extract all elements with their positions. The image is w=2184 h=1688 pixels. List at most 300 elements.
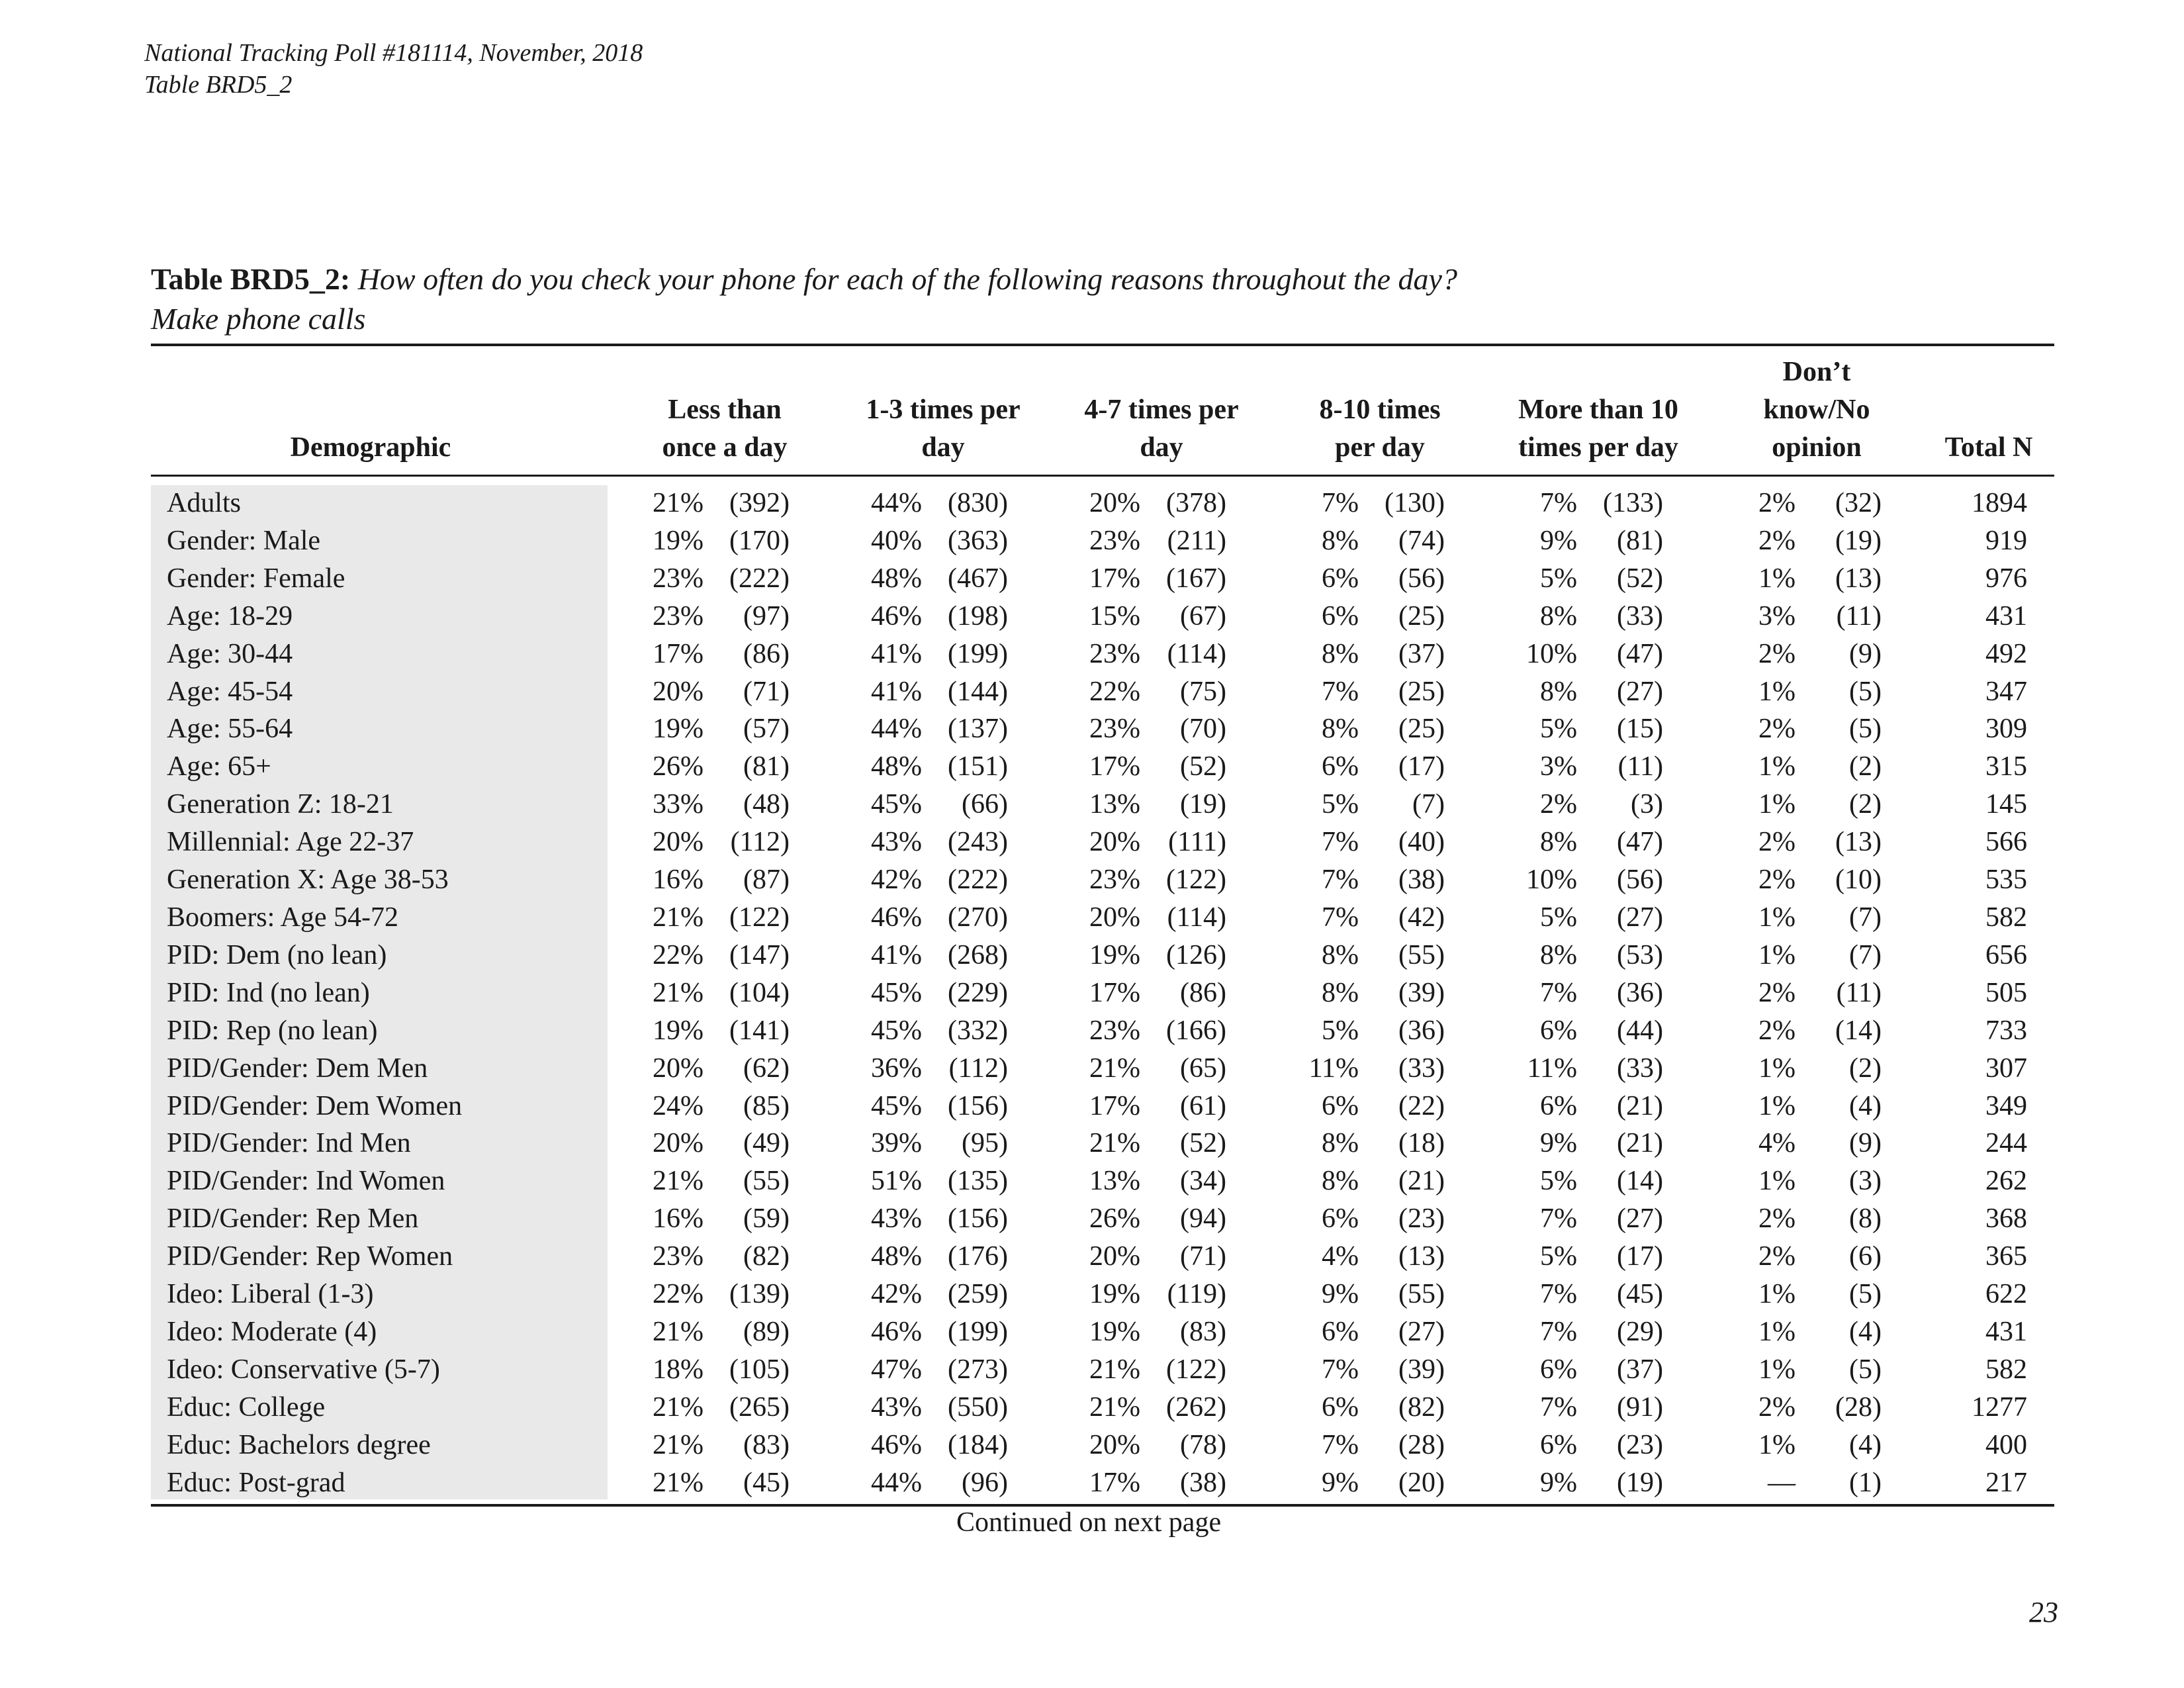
percent-cell: 7%	[1540, 977, 1577, 1008]
count-cell: (222)	[948, 865, 1008, 896]
demographic-label: Educ: College	[167, 1391, 326, 1423]
table-row	[151, 485, 2027, 522]
count-cell: (19)	[1835, 525, 1882, 556]
percent-cell: 43%	[871, 827, 922, 858]
percent-cell: 21%	[653, 902, 704, 933]
demographic-label: Ideo: Conservative (5-7)	[167, 1354, 440, 1385]
count-cell: (5)	[1849, 714, 1882, 745]
demographic-label: Ideo: Moderate (4)	[167, 1316, 377, 1347]
percent-cell: 2%	[1758, 1203, 1796, 1235]
count-cell: (114)	[1167, 638, 1226, 669]
count-cell: (33)	[1617, 1053, 1663, 1084]
percent-cell: 6%	[1322, 751, 1359, 782]
percent-cell: 21%	[653, 1166, 704, 1197]
col-header-8-10-times: 8-10 times per day	[1319, 395, 1441, 463]
count-cell: (61)	[1180, 1090, 1226, 1121]
percent-cell: 8%	[1322, 939, 1359, 970]
table-row	[151, 1464, 2027, 1502]
count-cell: (86)	[1180, 977, 1226, 1008]
count-cell: (23)	[1617, 1429, 1663, 1460]
percent-cell: 20%	[653, 827, 704, 858]
percent-cell: 19%	[1089, 1279, 1140, 1310]
count-cell: (39)	[1398, 1354, 1445, 1385]
count-cell: (83)	[743, 1429, 790, 1460]
percent-cell: 47%	[871, 1354, 922, 1385]
percent-cell: 2%	[1758, 1241, 1796, 1272]
count-cell: (55)	[1398, 939, 1445, 970]
header-rule	[151, 475, 2054, 477]
percent-cell: 7%	[1540, 1316, 1577, 1347]
count-cell: (3)	[1631, 789, 1663, 820]
count-cell: (170)	[729, 525, 790, 556]
total-n-cell: 566	[1985, 827, 2027, 858]
percent-cell: 39%	[871, 1128, 922, 1159]
percent-cell: 5%	[1540, 902, 1577, 933]
count-cell: (10)	[1835, 865, 1882, 896]
count-cell: (22)	[1398, 1090, 1445, 1121]
count-cell: (27)	[1617, 1203, 1663, 1235]
count-cell: (28)	[1835, 1391, 1882, 1423]
table-row	[151, 598, 2027, 635]
percent-cell: 21%	[1089, 1354, 1140, 1385]
percent-cell: 22%	[653, 1279, 704, 1310]
count-cell: (4)	[1849, 1316, 1882, 1347]
count-cell: (27)	[1398, 1316, 1445, 1347]
percent-cell: 3%	[1758, 600, 1796, 632]
percent-cell: 20%	[1089, 488, 1140, 518]
col-header-4-7-times: 4-7 times per day	[1084, 395, 1239, 463]
table-row	[151, 560, 2027, 598]
percent-cell: 20%	[1089, 1241, 1140, 1272]
percent-cell: 45%	[871, 977, 922, 1008]
table-id: Table BRD5_2	[144, 71, 293, 99]
percent-cell: 21%	[653, 1467, 704, 1498]
count-cell: (52)	[1617, 563, 1663, 594]
percent-cell: 1%	[1758, 1429, 1796, 1460]
count-cell: (52)	[1180, 751, 1226, 782]
percent-cell: 3%	[1540, 751, 1577, 782]
count-cell: (104)	[729, 977, 790, 1008]
count-cell: (36)	[1398, 1015, 1445, 1046]
count-cell: (105)	[729, 1354, 790, 1385]
percent-cell: 48%	[871, 563, 922, 594]
percent-cell: 20%	[1089, 827, 1140, 858]
percent-cell: 1%	[1758, 563, 1796, 594]
count-cell: (7)	[1849, 902, 1882, 933]
table-row	[151, 1427, 2027, 1464]
percent-cell: 7%	[1322, 827, 1359, 858]
percent-cell: 6%	[1322, 1316, 1359, 1347]
count-cell: (17)	[1398, 751, 1445, 782]
count-cell: (82)	[743, 1241, 790, 1272]
table-row	[151, 1238, 2027, 1276]
percent-cell: 43%	[871, 1391, 922, 1423]
total-n-cell: 582	[1985, 902, 2027, 933]
count-cell: (126)	[1166, 939, 1226, 970]
count-cell: (332)	[948, 1015, 1008, 1046]
results-table	[151, 485, 2027, 1501]
percent-cell: 7%	[1540, 488, 1577, 518]
count-cell: (53)	[1617, 939, 1663, 970]
count-cell: (78)	[1180, 1429, 1226, 1460]
caption-question: How often do you check your phone for each of the following reasons throughout the day?	[357, 262, 1457, 296]
count-cell: (14)	[1617, 1166, 1663, 1197]
percent-cell: 8%	[1322, 714, 1359, 745]
percent-cell: 21%	[653, 977, 704, 1008]
total-n-cell: 309	[1985, 714, 2027, 745]
percent-cell: 1%	[1758, 1090, 1796, 1121]
percent-cell: 7%	[1540, 1391, 1577, 1423]
count-cell: (70)	[1180, 714, 1226, 745]
percent-cell: 20%	[653, 1128, 704, 1159]
percent-cell: 8%	[1322, 977, 1359, 1008]
percent-cell: 1%	[1758, 1166, 1796, 1197]
percent-cell: 5%	[1540, 1241, 1577, 1272]
top-rule	[151, 344, 2054, 346]
table-caption	[151, 259, 2070, 339]
percent-cell: 33%	[653, 789, 704, 820]
percent-cell: 8%	[1540, 600, 1577, 632]
count-cell: (119)	[1167, 1279, 1226, 1310]
count-cell: (144)	[948, 676, 1008, 707]
count-cell: (243)	[948, 827, 1008, 858]
percent-cell: 26%	[1089, 1203, 1140, 1235]
percent-cell: 2%	[1758, 638, 1796, 669]
percent-cell: 2%	[1758, 525, 1796, 556]
percent-cell: 19%	[653, 525, 704, 556]
total-n-cell: 244	[1985, 1128, 2027, 1159]
total-n-cell: 431	[1985, 600, 2027, 632]
percent-cell: 16%	[653, 1203, 704, 1235]
count-cell: (89)	[743, 1316, 790, 1347]
count-cell: (363)	[948, 525, 1008, 556]
percent-cell: 19%	[1089, 939, 1140, 970]
percent-cell: 1%	[1758, 902, 1796, 933]
count-cell: (133)	[1603, 488, 1663, 518]
count-cell: (265)	[729, 1391, 790, 1423]
count-cell: (81)	[743, 751, 790, 782]
caption-label: Table BRD5_2:	[151, 262, 351, 296]
count-cell: (44)	[1617, 1015, 1663, 1046]
count-cell: (21)	[1617, 1090, 1663, 1121]
count-cell: (2)	[1849, 1053, 1882, 1084]
percent-cell: 2%	[1758, 488, 1796, 518]
percent-cell: 45%	[871, 1090, 922, 1121]
count-cell: (45)	[1617, 1279, 1663, 1310]
demographic-label: Educ: Bachelors degree	[167, 1429, 431, 1460]
total-n-cell: 1894	[1972, 488, 2027, 518]
percent-cell: 22%	[653, 939, 704, 970]
total-n-cell: 307	[1985, 1053, 2027, 1084]
demographic-label: Millennial: Age 22-37	[167, 827, 414, 858]
count-cell: (96)	[962, 1467, 1008, 1498]
percent-cell: 23%	[1089, 714, 1140, 745]
percent-cell: 44%	[871, 714, 922, 745]
count-cell: (122)	[1166, 1354, 1226, 1385]
percent-cell: 46%	[871, 600, 922, 632]
percent-cell: 19%	[1089, 1316, 1140, 1347]
count-cell: (122)	[729, 902, 790, 933]
count-cell: (11)	[1836, 977, 1882, 1008]
percent-cell: 21%	[1089, 1391, 1140, 1423]
percent-cell: 20%	[1089, 902, 1140, 933]
percent-cell: 6%	[1540, 1429, 1577, 1460]
total-n-cell: 217	[1985, 1467, 2027, 1498]
percent-cell: 21%	[653, 1429, 704, 1460]
count-cell: (47)	[1617, 827, 1663, 858]
count-cell: (151)	[948, 751, 1008, 782]
percent-cell: 13%	[1089, 789, 1140, 820]
demographic-label: PID: Ind (no lean)	[167, 977, 370, 1008]
count-cell: (141)	[729, 1015, 790, 1046]
percent-cell: 19%	[653, 1015, 704, 1046]
total-n-cell: 976	[1985, 563, 2027, 594]
table-row	[151, 1125, 2027, 1162]
demographic-label: Gender: Female	[167, 563, 345, 594]
percent-cell: 1%	[1758, 1354, 1796, 1385]
percent-cell: 41%	[871, 939, 922, 970]
count-cell: (199)	[948, 1316, 1008, 1347]
demographic-label: Gender: Male	[167, 525, 321, 556]
percent-cell: 17%	[1089, 977, 1140, 1008]
demographic-label: Ideo: Liberal (1-3)	[167, 1279, 374, 1310]
count-cell: (1)	[1849, 1467, 1882, 1498]
percent-cell: 42%	[871, 1279, 922, 1310]
percent-cell: 44%	[871, 488, 922, 518]
count-cell: (199)	[948, 638, 1008, 669]
demographic-label: Age: 18-29	[167, 600, 293, 632]
demographic-label: Boomers: Age 54-72	[167, 902, 398, 933]
total-n-cell: 505	[1985, 977, 2027, 1008]
count-cell: (114)	[1167, 902, 1226, 933]
demographic-label: Educ: Post-grad	[167, 1467, 345, 1498]
count-cell: (167)	[1166, 563, 1226, 594]
percent-cell: 11%	[1527, 1053, 1577, 1084]
count-cell: (59)	[743, 1203, 790, 1235]
table-row	[151, 1012, 2027, 1050]
percent-cell: 23%	[653, 1241, 704, 1272]
table-row	[151, 1200, 2027, 1238]
count-cell: (38)	[1398, 865, 1445, 896]
percent-cell: 21%	[653, 1316, 704, 1347]
count-cell: (33)	[1617, 600, 1663, 632]
percent-cell: 41%	[871, 676, 922, 707]
percent-cell: 23%	[1089, 525, 1140, 556]
count-cell: (9)	[1849, 638, 1882, 669]
count-cell: (262)	[1166, 1391, 1226, 1423]
percent-cell: 46%	[871, 902, 922, 933]
demographic-label: PID/Gender: Rep Men	[167, 1203, 419, 1235]
count-cell: (6)	[1849, 1241, 1882, 1272]
percent-cell: 7%	[1322, 865, 1359, 896]
count-cell: (14)	[1835, 1015, 1882, 1046]
count-cell: (13)	[1835, 827, 1882, 858]
percent-cell: 8%	[1540, 676, 1577, 707]
count-cell: (42)	[1398, 902, 1445, 933]
percent-cell: 20%	[653, 676, 704, 707]
count-cell: (71)	[743, 676, 790, 707]
count-cell: (91)	[1617, 1391, 1663, 1423]
percent-cell: 9%	[1540, 525, 1577, 556]
count-cell: (52)	[1180, 1128, 1226, 1159]
percent-cell: 8%	[1322, 638, 1359, 669]
table-row	[151, 937, 2027, 974]
count-cell: (8)	[1849, 1203, 1882, 1235]
total-n-cell: 400	[1985, 1429, 2027, 1460]
percent-cell: 6%	[1322, 563, 1359, 594]
total-n-cell: 349	[1985, 1090, 2027, 1121]
total-n-cell: 145	[1985, 789, 2027, 820]
count-cell: (19)	[1617, 1467, 1663, 1498]
count-cell: (18)	[1398, 1128, 1445, 1159]
percent-cell: 1%	[1758, 1279, 1796, 1310]
count-cell: (94)	[1180, 1203, 1226, 1235]
percent-cell: 17%	[653, 638, 704, 669]
count-cell: (38)	[1180, 1467, 1226, 1498]
count-cell: (97)	[743, 600, 790, 632]
percent-cell: 44%	[871, 1467, 922, 1498]
percent-cell: 2%	[1758, 827, 1796, 858]
count-cell: (5)	[1849, 676, 1882, 707]
percent-cell: 48%	[871, 751, 922, 782]
count-cell: (25)	[1398, 600, 1445, 632]
table-row	[151, 710, 2027, 748]
percent-cell: 1%	[1758, 1053, 1796, 1084]
count-cell: (95)	[962, 1128, 1008, 1159]
total-n-cell: 347	[1985, 676, 2027, 707]
percent-cell: 1%	[1758, 676, 1796, 707]
count-cell: (211)	[1167, 525, 1226, 556]
percent-cell: 21%	[653, 488, 704, 518]
percent-cell: 9%	[1540, 1467, 1577, 1498]
total-n-cell: 582	[1985, 1354, 2027, 1385]
percent-cell: 6%	[1322, 1090, 1359, 1121]
count-cell: (184)	[948, 1429, 1008, 1460]
percent-cell: 45%	[871, 1015, 922, 1046]
demographic-label: Age: 30-44	[167, 638, 293, 669]
percent-cell: 17%	[1089, 1090, 1140, 1121]
percent-cell: 7%	[1322, 488, 1359, 518]
count-cell: (122)	[1166, 865, 1226, 896]
count-cell: (37)	[1617, 1354, 1663, 1385]
demographic-label: PID/Gender: Dem Men	[167, 1053, 428, 1084]
count-cell: (112)	[730, 827, 790, 858]
percent-cell: 23%	[1089, 638, 1140, 669]
count-cell: (74)	[1398, 525, 1445, 556]
percent-cell: 9%	[1322, 1467, 1359, 1498]
count-cell: (27)	[1617, 902, 1663, 933]
count-cell: (147)	[729, 939, 790, 970]
count-cell: (156)	[948, 1203, 1008, 1235]
total-n-cell: 315	[1985, 751, 2027, 782]
poll-title: National Tracking Poll #181114, November, 2018	[144, 39, 643, 67]
total-n-cell: 368	[1985, 1203, 2027, 1235]
percent-cell: 20%	[653, 1053, 704, 1084]
percent-cell: 5%	[1322, 789, 1359, 820]
col-header-more-than-10: More than 10 times per day	[1518, 395, 1678, 463]
demographic-label: PID/Gender: Rep Women	[167, 1241, 453, 1272]
count-cell: (34)	[1180, 1166, 1226, 1197]
percent-cell: 1%	[1758, 789, 1796, 820]
percent-cell: 6%	[1540, 1015, 1577, 1046]
percent-cell: 23%	[1089, 1015, 1140, 1046]
total-n-cell: 733	[1985, 1015, 2027, 1046]
percent-cell: 9%	[1322, 1279, 1359, 1310]
percent-cell: 8%	[1322, 1128, 1359, 1159]
total-n-cell: 492	[1985, 638, 2027, 669]
percent-cell: 18%	[653, 1354, 704, 1385]
count-cell: (17)	[1617, 1241, 1663, 1272]
percent-cell: 7%	[1322, 1354, 1359, 1385]
percent-cell: 17%	[1089, 751, 1140, 782]
percent-cell: 22%	[1089, 676, 1140, 707]
count-cell: (378)	[1166, 488, 1226, 518]
percent-cell: 2%	[1758, 714, 1796, 745]
demographic-label: Age: 45-54	[167, 676, 293, 707]
count-cell: (166)	[1166, 1015, 1226, 1046]
count-cell: (55)	[743, 1166, 790, 1197]
percent-cell: 6%	[1322, 1203, 1359, 1235]
total-n-cell: 431	[1985, 1316, 2027, 1347]
percent-cell: 7%	[1322, 676, 1359, 707]
page-number: 23	[2029, 1596, 2058, 1628]
total-n-cell: 365	[1985, 1241, 2027, 1272]
count-cell: (4)	[1849, 1429, 1882, 1460]
percent-cell: 6%	[1322, 1391, 1359, 1423]
count-cell: (45)	[743, 1467, 790, 1498]
percent-cell: 7%	[1322, 1429, 1359, 1460]
count-cell: (15)	[1617, 714, 1663, 745]
count-cell: (198)	[948, 600, 1008, 632]
count-cell: (33)	[1398, 1053, 1445, 1084]
percent-cell: 16%	[653, 865, 704, 896]
table-row	[151, 1351, 2027, 1389]
count-cell: (71)	[1180, 1241, 1226, 1272]
total-n-cell: 919	[1985, 525, 2027, 556]
count-cell: (27)	[1617, 676, 1663, 707]
count-cell: (81)	[1617, 525, 1663, 556]
count-cell: (3)	[1849, 1166, 1882, 1197]
demographic-label: PID/Gender: Dem Women	[167, 1090, 463, 1121]
count-cell: (156)	[948, 1090, 1008, 1121]
col-header-1-3-times: 1-3 times per day	[866, 395, 1021, 463]
count-cell: (139)	[729, 1279, 790, 1310]
count-cell: (130)	[1385, 488, 1445, 518]
table-row	[151, 635, 2027, 673]
percent-cell: 5%	[1540, 563, 1577, 594]
count-cell: (83)	[1180, 1316, 1226, 1347]
percent-cell: 7%	[1322, 902, 1359, 933]
percent-cell: 2%	[1758, 1015, 1796, 1046]
percent-cell: 7%	[1540, 1203, 1577, 1235]
col-header-dont-know: Don’t know/No opinion	[1763, 357, 1870, 463]
count-cell: (65)	[1180, 1053, 1226, 1084]
demographic-label: Generation Z: 18-21	[167, 789, 394, 820]
percent-cell: 1%	[1758, 1316, 1796, 1347]
percent-cell: 4%	[1758, 1128, 1796, 1159]
percent-cell: 2%	[1758, 1391, 1796, 1423]
table-row	[151, 861, 2027, 899]
count-cell: (56)	[1617, 865, 1663, 896]
count-cell: (268)	[948, 939, 1008, 970]
percent-cell: 8%	[1540, 827, 1577, 858]
percent-cell: 5%	[1322, 1015, 1359, 1046]
percent-cell: 21%	[1089, 1053, 1140, 1084]
percent-cell: 2%	[1540, 789, 1577, 820]
count-cell: (55)	[1398, 1279, 1445, 1310]
count-cell: (85)	[743, 1090, 790, 1121]
total-n-cell: 1277	[1972, 1391, 2027, 1423]
